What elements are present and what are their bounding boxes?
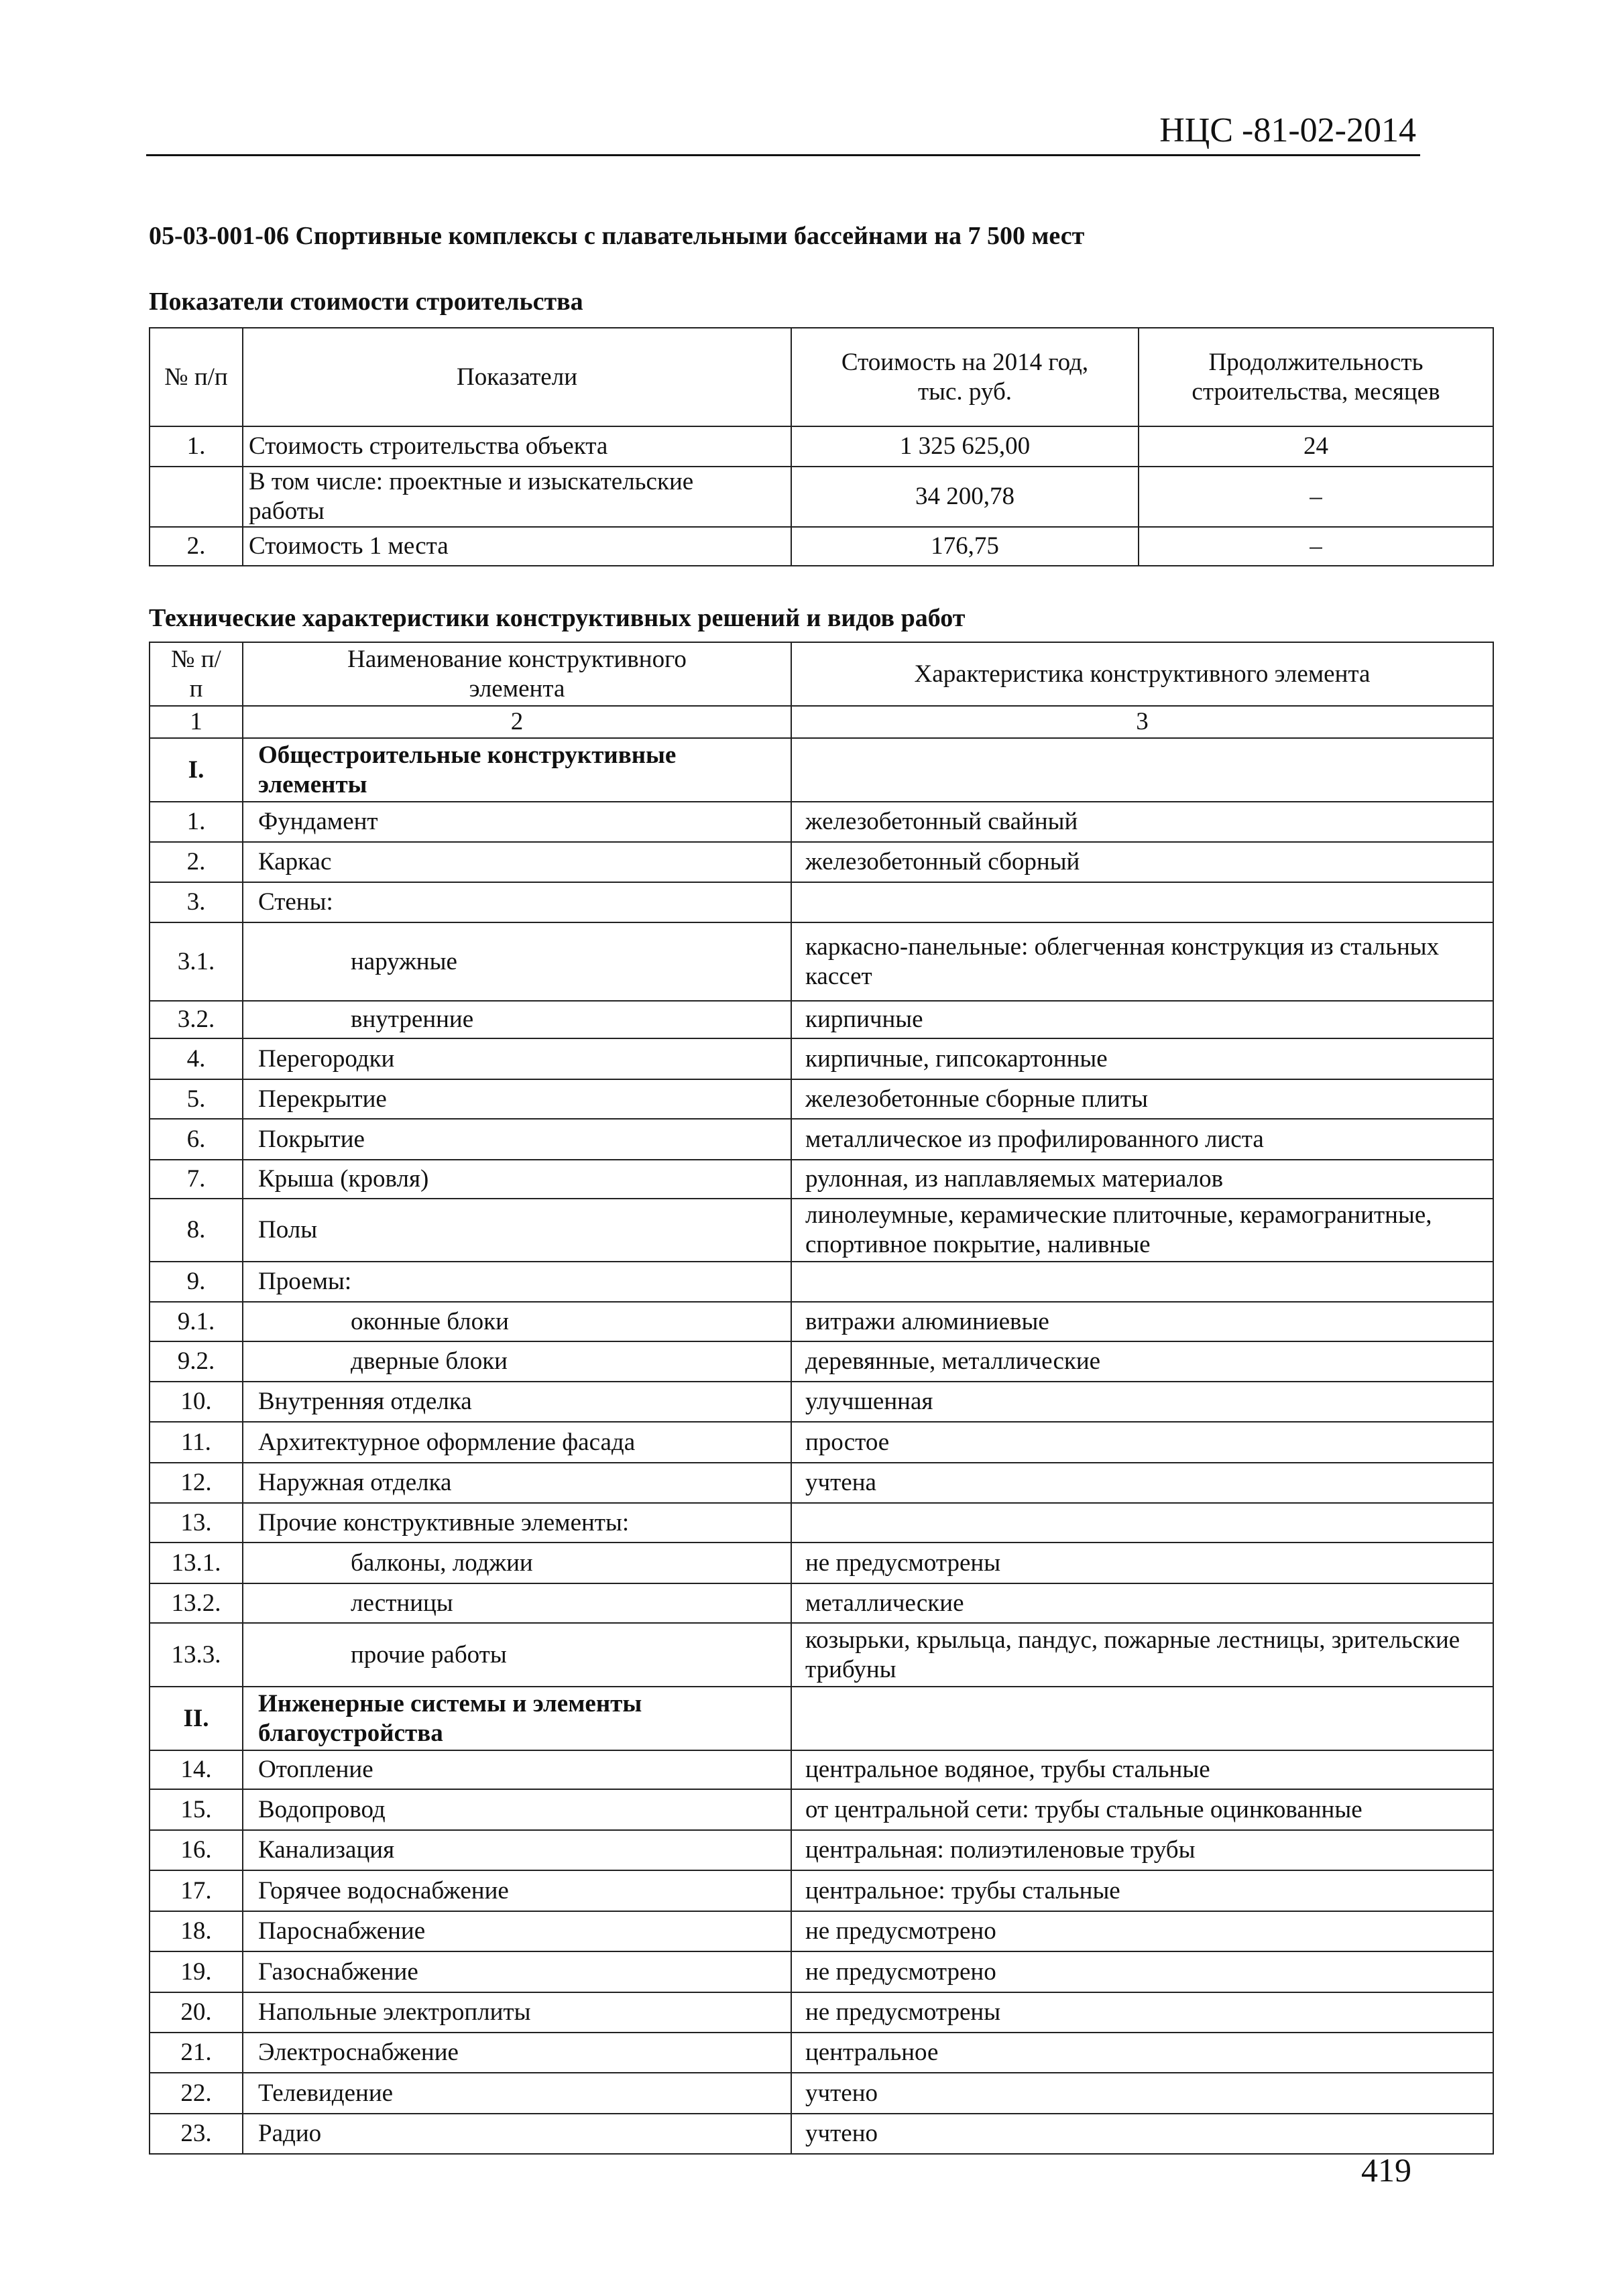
element-name: Каркас (243, 842, 791, 882)
cost-row (150, 426, 1493, 467)
col-header-name: Наименование конструктивного элемента (243, 642, 791, 706)
duration-value: – (1139, 467, 1493, 527)
element-name: Газоснабжение (243, 1951, 791, 1992)
tech-row (150, 1830, 1493, 1870)
element-name: Радио (243, 2114, 791, 2154)
row-number: 2. (150, 527, 243, 566)
row-number: 13.2. (150, 1583, 243, 1623)
element-characteristic: железобетонные сборные плиты (791, 1079, 1493, 1119)
element-characteristic (791, 882, 1493, 922)
tech-row (150, 1001, 1493, 1038)
row-number: 20. (150, 1992, 243, 2033)
cost-value: 176,75 (791, 527, 1139, 566)
element-name: Перекрытие (243, 1079, 791, 1119)
row-number: 3.2. (150, 1001, 243, 1038)
row-number: 17. (150, 1870, 243, 1911)
tech-row (150, 1341, 1493, 1382)
col-header-desc: Характеристика конструктивного элемента (791, 642, 1493, 706)
element-characteristic: не предусмотрено (791, 1951, 1493, 1992)
tech-row (150, 1262, 1493, 1302)
indicator-name: Стоимость строительства объекта (243, 426, 791, 467)
row-number: 15. (150, 1789, 243, 1830)
element-characteristic (791, 1262, 1493, 1302)
element-characteristic: козырьки, крыльца, пандус, пожарные лестницы, зрительские трибуны (791, 1623, 1493, 1687)
duration-value: 24 (1139, 426, 1493, 467)
row-number: 3. (150, 882, 243, 922)
tech-row (150, 1302, 1493, 1341)
tech-row (150, 1119, 1493, 1160)
element-characteristic: учтена (791, 1463, 1493, 1503)
element-characteristic: металлическое из профилированного листа (791, 1119, 1493, 1160)
page-header (146, 107, 1420, 156)
element-name: Наружная отделка (243, 1463, 791, 1503)
col-number: 1 (150, 706, 243, 738)
tech-row (150, 1870, 1493, 1911)
tech-row (150, 882, 1493, 922)
row-number: II. (150, 1687, 243, 1750)
element-characteristic: центральное: трубы стальные (791, 1870, 1493, 1911)
tech-row (150, 1463, 1493, 1503)
element-characteristic (791, 1503, 1493, 1543)
cost-row (150, 467, 1493, 527)
cost-table-header (150, 328, 1493, 426)
document-code: НЦС -81-02-2014 (1159, 111, 1416, 149)
element-characteristic: железобетонный свайный (791, 802, 1493, 842)
row-number: 22. (150, 2073, 243, 2114)
col-header-duration: Продолжительность строительства, месяцев (1139, 328, 1493, 426)
tech-row (150, 2033, 1493, 2073)
element-name: Водопровод (243, 1789, 791, 1830)
element-characteristic: центральное водяное, трубы стальные (791, 1750, 1493, 1789)
row-number: 19. (150, 1951, 243, 1992)
row-number: 1. (150, 802, 243, 842)
element-characteristic: деревянные, металлические (791, 1341, 1493, 1382)
tech-row (150, 922, 1493, 1001)
element-characteristic: линолеумные, керамические плиточные, керамогранитные, спортивное покрытие, наливные (791, 1199, 1493, 1262)
row-number (150, 467, 243, 527)
element-name: наружные (243, 922, 791, 1001)
tech-row (150, 1789, 1493, 1830)
tech-table-header (150, 642, 1493, 706)
element-characteristic: от центральной сети: трубы стальные оцинкованные (791, 1789, 1493, 1830)
tech-row (150, 1951, 1493, 1992)
row-number: 3.1. (150, 922, 243, 1001)
col-header-num: № п/п (150, 328, 243, 426)
row-number: 13. (150, 1503, 243, 1543)
element-name: Отопление (243, 1750, 791, 1789)
row-number: 23. (150, 2114, 243, 2154)
tech-row (150, 2114, 1493, 2154)
element-name: Электроснабжение (243, 2033, 791, 2073)
tech-row (150, 802, 1493, 842)
document-title: 05-03-001-06 Спортивные комплексы с плавательными бассейнами на 7 500 мест (149, 222, 1085, 250)
element-characteristic: улучшенная (791, 1382, 1493, 1422)
row-number: 9.2. (150, 1341, 243, 1382)
indicator-name: В том числе: проектные и изыскательские работы (243, 467, 791, 527)
element-name: Проемы: (243, 1262, 791, 1302)
element-name: прочие работы (243, 1623, 791, 1687)
row-number: 2. (150, 842, 243, 882)
row-number: 12. (150, 1463, 243, 1503)
tech-row (150, 1583, 1493, 1623)
element-characteristic: кирпичные (791, 1001, 1493, 1038)
tech-characteristics-table (149, 642, 1494, 2155)
element-name: Горячее водоснабжение (243, 1870, 791, 1911)
tech-row (150, 1503, 1493, 1543)
col-header-indicator: Показатели (243, 328, 791, 426)
row-number: 16. (150, 1830, 243, 1870)
element-name: дверные блоки (243, 1341, 791, 1382)
element-name: внутренние (243, 1001, 791, 1038)
row-number: 7. (150, 1160, 243, 1199)
element-name: Телевидение (243, 2073, 791, 2114)
tech-row (150, 1422, 1493, 1463)
row-number: 4. (150, 1038, 243, 1079)
tech-row (150, 738, 1493, 802)
row-number: 14. (150, 1750, 243, 1789)
page-number: 419 (1361, 2151, 1411, 2189)
row-number: I. (150, 738, 243, 802)
element-characteristic (791, 738, 1493, 802)
element-name: Общестроительные конструктивные элементы (243, 738, 791, 802)
row-number: 9.1. (150, 1302, 243, 1341)
tech-row (150, 842, 1493, 882)
tech-section-heading: Технические характеристики конструктивных решений и видов работ (149, 604, 966, 632)
element-name: Фундамент (243, 802, 791, 842)
element-characteristic: учтено (791, 2073, 1493, 2114)
column-numbers-row (150, 706, 1493, 738)
row-number: 10. (150, 1382, 243, 1422)
row-number: 11. (150, 1422, 243, 1463)
row-number: 18. (150, 1911, 243, 1951)
element-characteristic: кирпичные, гипсокартонные (791, 1038, 1493, 1079)
cost-indicators-table (149, 327, 1494, 566)
element-name: Полы (243, 1199, 791, 1262)
element-characteristic: не предусмотрено (791, 1911, 1493, 1951)
col-number: 3 (791, 706, 1493, 738)
element-name: Внутренняя отделка (243, 1382, 791, 1422)
tech-row (150, 1079, 1493, 1119)
duration-value: – (1139, 527, 1493, 566)
element-characteristic: центральная: полиэтиленовые трубы (791, 1830, 1493, 1870)
element-characteristic: рулонная, из наплавляемых материалов (791, 1160, 1493, 1199)
cost-value: 1 325 625,00 (791, 426, 1139, 467)
element-characteristic: учтено (791, 2114, 1493, 2154)
col-header-num: № п/п (150, 642, 243, 706)
row-number: 5. (150, 1079, 243, 1119)
element-name: Инженерные системы и элементы благоустройства (243, 1687, 791, 1750)
element-name: Пароснабжение (243, 1911, 791, 1951)
tech-row (150, 1199, 1493, 1262)
element-characteristic: металлические (791, 1583, 1493, 1623)
tech-row (150, 1750, 1493, 1789)
element-characteristic: железобетонный сборный (791, 842, 1493, 882)
row-number: 9. (150, 1262, 243, 1302)
tech-row (150, 1382, 1493, 1422)
tech-row (150, 2073, 1493, 2114)
element-characteristic: не предусмотрены (791, 1543, 1493, 1583)
element-name: Прочие конструктивные элементы: (243, 1503, 791, 1543)
tech-row (150, 1911, 1493, 1951)
element-characteristic: витражи алюминиевые (791, 1302, 1493, 1341)
element-name: лестницы (243, 1583, 791, 1623)
tech-row (150, 1623, 1493, 1687)
tech-row (150, 1038, 1493, 1079)
element-name: Крыша (кровля) (243, 1160, 791, 1199)
element-name: Стены: (243, 882, 791, 922)
element-characteristic: центральное (791, 2033, 1493, 2073)
element-name: Напольные электроплиты (243, 1992, 791, 2033)
tech-row (150, 1543, 1493, 1583)
element-characteristic (791, 1687, 1493, 1750)
tech-row (150, 1160, 1493, 1199)
element-name: Канализация (243, 1830, 791, 1870)
element-characteristic: не предусмотрены (791, 1992, 1493, 2033)
element-name: Архитектурное оформление фасада (243, 1422, 791, 1463)
tech-row (150, 1687, 1493, 1750)
cost-section-heading: Показатели стоимости строительства (149, 288, 583, 316)
element-name: Покрытие (243, 1119, 791, 1160)
col-number: 2 (243, 706, 791, 738)
col-header-cost: Стоимость на 2014 год, тыс. руб. (791, 328, 1139, 426)
element-name: оконные блоки (243, 1302, 791, 1341)
row-number: 6. (150, 1119, 243, 1160)
row-number: 1. (150, 426, 243, 467)
cost-value: 34 200,78 (791, 467, 1139, 527)
row-number: 13.1. (150, 1543, 243, 1583)
indicator-name: Стоимость 1 места (243, 527, 791, 566)
element-characteristic: простое (791, 1422, 1493, 1463)
row-number: 13.3. (150, 1623, 243, 1687)
element-name: Перегородки (243, 1038, 791, 1079)
cost-row (150, 527, 1493, 566)
row-number: 8. (150, 1199, 243, 1262)
element-characteristic: каркасно-панельные: облегченная конструкция из стальных кассет (791, 922, 1493, 1001)
row-number: 21. (150, 2033, 243, 2073)
tech-row (150, 1992, 1493, 2033)
element-name: балконы, лоджии (243, 1543, 791, 1583)
